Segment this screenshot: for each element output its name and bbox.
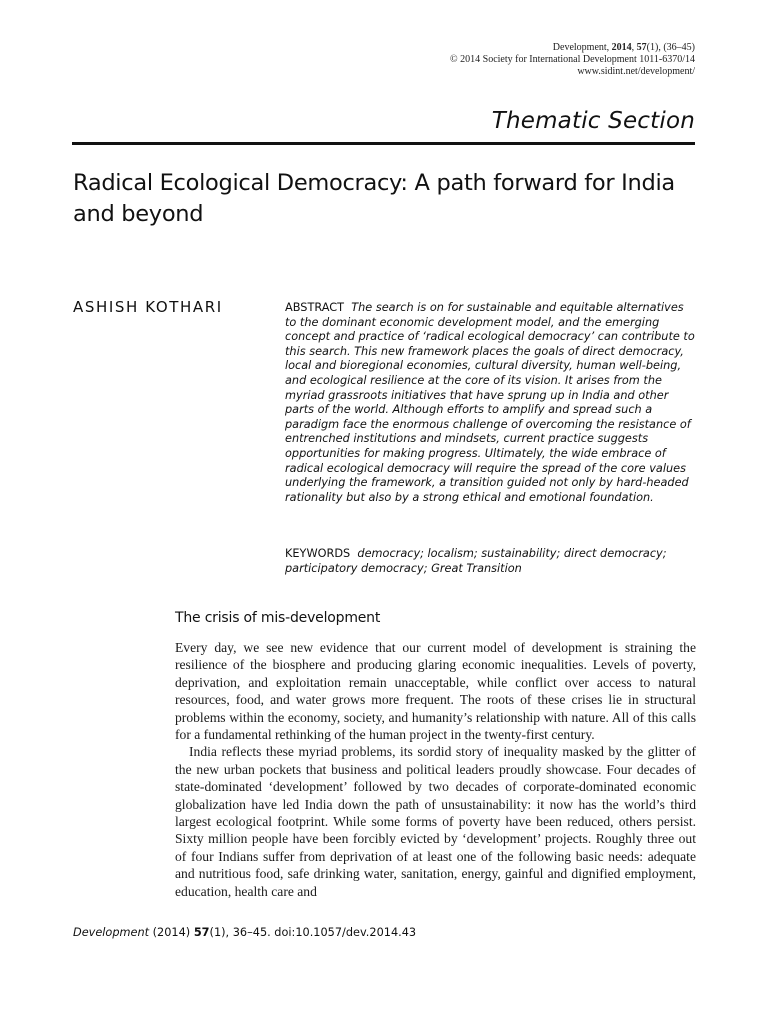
footer-journal: Development — [73, 926, 150, 939]
keywords-text: democracy; localism; sustainability; direct democracy; participatory democracy; Great Transition — [285, 547, 667, 575]
page-footer — [73, 926, 416, 939]
citation-line — [450, 42, 695, 54]
journal-name: Development, — [552, 42, 612, 53]
footer-year: (2014) — [149, 926, 194, 939]
keywords — [285, 547, 697, 576]
issue-pages: (1), (36–45) — [646, 42, 695, 53]
paragraph-1: Every day, we see new evidence that our current model of development is straining the resilience of the biosphere and producing glaring economic inequalities. Levels of poverty, deprivation, and exploitation remain unacceptable, while conflict over access to natural resources, food, and water grows more frequent. The roots of these crises lie in structural problems within the economy, society, and humanity’s relationship with nature. All of this calls for a fundamental rethinking of the human project in the twenty-first century. — [175, 640, 696, 743]
journal-url[interactable]: www.sidint.net/development/ — [577, 66, 695, 77]
abstract-label: ABSTRACT — [285, 301, 345, 314]
section-heading: The crisis of mis-development — [175, 610, 381, 626]
abstract-text: The search is on for sustainable and equitable alternatives to the dominant economic development model, and the emerging concept and practice of ‘radical ecological democracy’ can contribute to this search. This new framework places the goals of direct democracy, local and bioregional economies, cultural diversity, human well-being, and ecological resilience at the core of its vision. It arises from the myriad grassroots initiatives that have sprung up in India and other parts of the world. Although efforts to amplify and spread such a paradigm face the enormous challenge of overcoming the resistance of entrenched institutions and mindsets, current practice suggests opportunities for making progress. Ultimately, the wide embrace of radical ecological democracy will require the spread of the core values underlying the framework, a transition guided not only by hard-headed rationality but also by a strong ethical and emotional foundation. — [285, 301, 695, 504]
abstract — [285, 301, 697, 505]
author-name: ASHISH KOTHARI — [73, 298, 223, 316]
paragraph-2: India reflects these myriad problems, its sordid story of inequality masked by the glitter of the new urban pockets that business and political leaders proudly showcase. Four decades of state-dominated ‘development’ followed by two decades of corporate-dominated economic globalization have led India down the path of unsustainability: it now has the world’s third largest ecological footprint. While some forms of poverty have been reduced, others persist. Sixty million people have been forcibly evicted by ‘development’ projects. Roughly three out of four Indians suffer from deprivation of at least one of the following basic needs: adequate and nutritious food, safe drinking water, sanitation, energy, gainful and dignified employment, education, health care and — [175, 744, 696, 899]
citation-separator: , — [631, 42, 637, 53]
article-title: Radical Ecological Democracy: A path forward for India and beyond — [73, 170, 675, 227]
journal-volume: 57 — [636, 42, 647, 53]
footer-volume: 57 — [193, 926, 210, 939]
copyright-line: © 2014 Society for International Development 1011-6370/14 — [450, 54, 695, 65]
journal-masthead — [450, 42, 695, 78]
keywords-label: KEYWORDS — [285, 547, 351, 560]
section-label: Thematic Section — [491, 108, 695, 134]
section-divider — [72, 142, 695, 145]
journal-year: 2014 — [611, 42, 632, 53]
footer-doi: (1), 36–45. doi:10.1057/dev.2014.43 — [209, 926, 417, 939]
body-text — [175, 639, 696, 900]
